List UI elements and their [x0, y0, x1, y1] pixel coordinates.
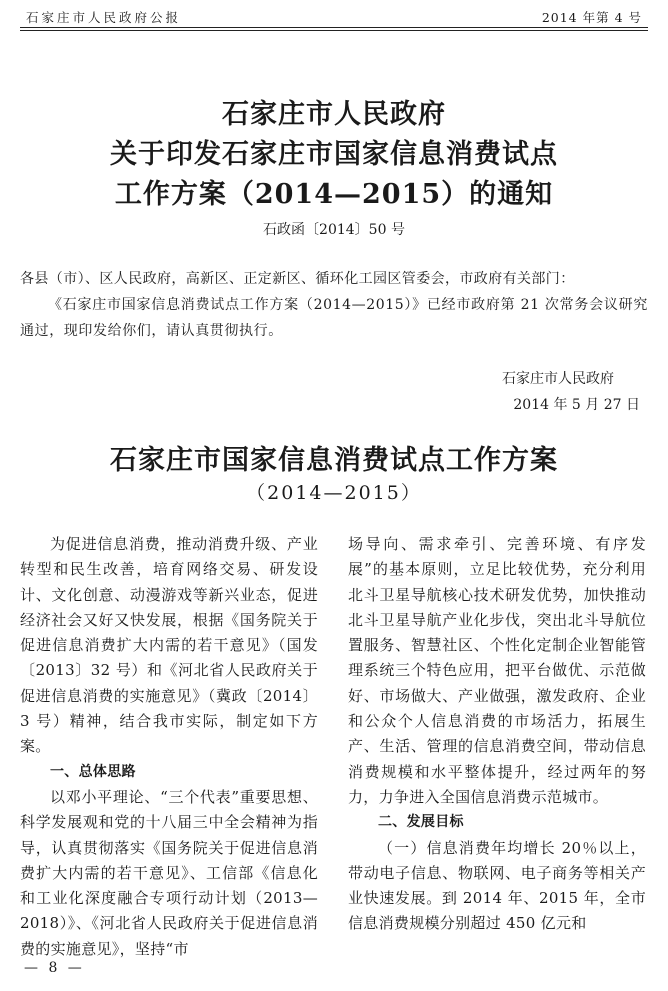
- overall-approach-paragraph: 以邓小平理论、“三个代表”重要思想、科学发展观和党的十八届三中全会精神为指导，认真贯彻落实《国务院关于促进信息消费扩大内需的若干意见》、工信部《信息化和工业化深度融合专项行动计划（2013—2018）》、《河北省人民政府关于促进信息消费的实施意见》，坚持“市: [20, 787, 318, 958]
- notice-title-line-3: 工作方案（2014—2015）的通知: [114, 179, 554, 210]
- issue-number: 2014 年第 4 号: [541, 10, 642, 25]
- plan-intro-paragraph: 为促进信息消费，推动消费升级、产业转型和民生改善，培育网络交易、研发设计、文化创意、动漫游戏等新兴业态，促进经济社会又好又快发展，根据《国务院关于促进信息消费扩大内需的若干意见》（国发〔2013〕32 号）和《河北省人民政府关于促进信息消费的实施意见》（冀政〔2014〕3 号）精神，结合我市实际，制定如下方案。: [20, 535, 318, 756]
- plan-title: 石家庄市国家信息消费试点工作方案: [110, 445, 558, 476]
- section-heading-development-goals: 二、发展目标: [378, 814, 464, 831]
- right-column: [348, 532, 646, 937]
- signature-organization: 石家庄市人民政府: [502, 371, 614, 387]
- left-column: [20, 532, 318, 962]
- development-goals-paragraph: （一）信息消费年均增长 20％以上，带动电子信息、物联网、电子商务等相关产业快速发展。到 2014 年、2015 年，全市信息消费规模分别超过 450 亿元和: [348, 838, 646, 933]
- notice-title-line-1: 石家庄市人民政府: [222, 99, 446, 130]
- overall-approach-paragraph-continued: 场导向、需求牵引、完善环境、有序发展”的基本原则，立足比较优势，充分利用北斗卫星导航核心技术研发优势，加快推动北斗卫星导航产业化步伐，突出北斗导航位置服务、智慧社区、个性化定制企业智能管理系统三个特色应用，把平台做优、示范做好、市场做大、产业做强，激发政府、企业和公众个人信息消费的市场活力，拓展生产、生活、管理的信息消费空间，带动信息消费规模和水平整体提升，经过两年的努力，力争进入全国信息消费示范城市。: [348, 535, 646, 806]
- signature-date: 2014 年 5 月 27 日: [513, 397, 640, 413]
- notice-body: 《石家庄市国家信息消费试点工作方案（2014—2015）》已经市政府第 21 次常务会议研究通过，现印发给你们，请认真贯彻执行。: [20, 297, 648, 339]
- header-rule: [20, 27, 648, 28]
- notice-title-line-2: 关于印发石家庄市国家信息消费试点: [110, 139, 558, 170]
- page-number: — 8 —: [24, 960, 85, 976]
- gazette-name: 石家庄市人民政府公报: [26, 10, 182, 25]
- document-number: 石政函〔2014〕50 号: [263, 222, 405, 238]
- section-heading-overall-approach: 一、总体思路: [50, 763, 136, 780]
- header-rule-thin: [20, 30, 648, 31]
- plan-years: （2014—2015）: [246, 482, 422, 504]
- notice-addressee: 各县（市）、区人民政府，高新区、正定新区、循环化工园区管委会，市政府有关部门：: [20, 271, 575, 287]
